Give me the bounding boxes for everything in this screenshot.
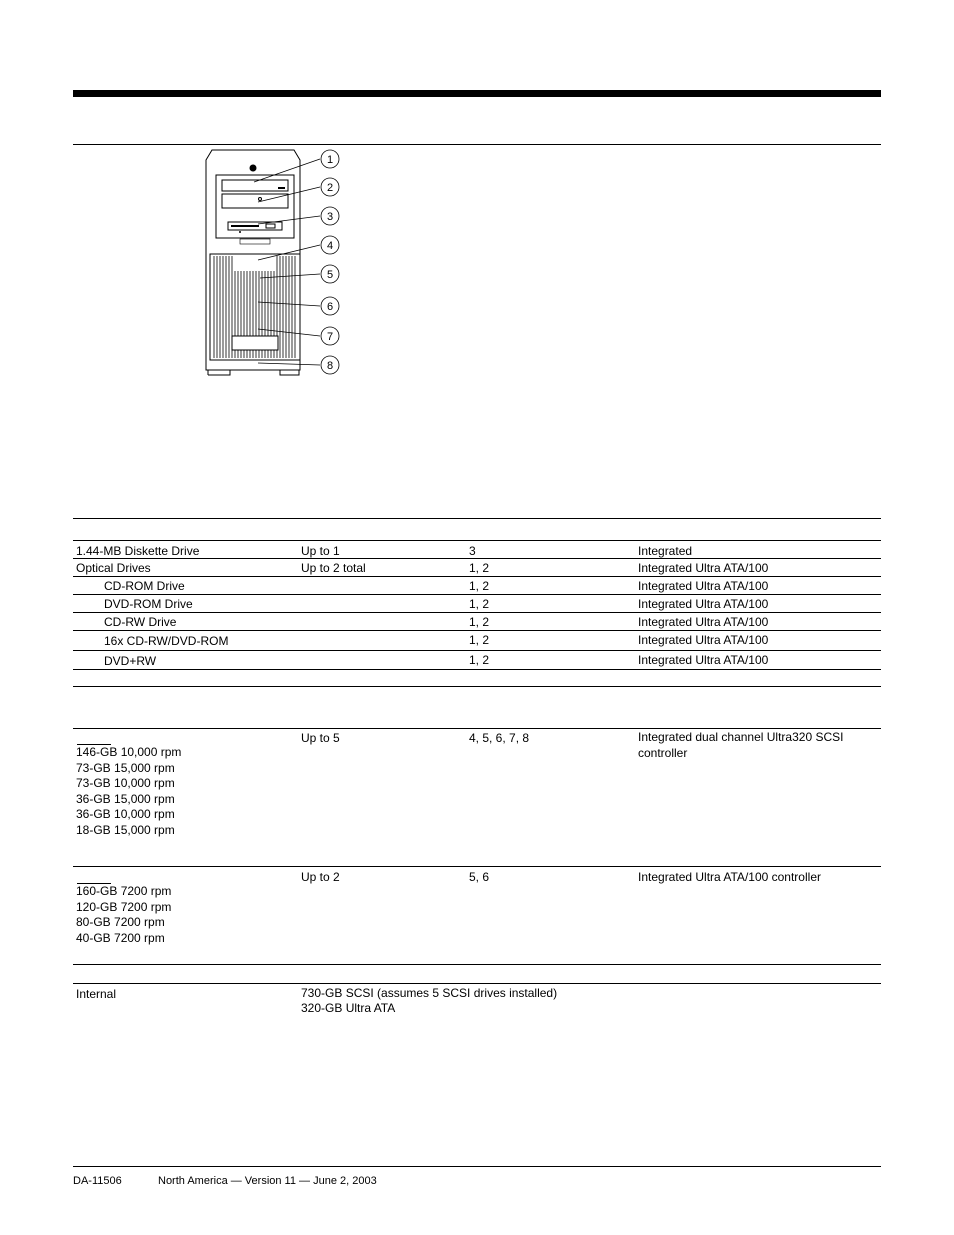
- row-divider: [73, 612, 881, 613]
- row-divider: [73, 558, 881, 559]
- storage-label: Internal: [76, 987, 117, 1001]
- scsi-controller-line: controller: [638, 745, 688, 760]
- table-cell-controller: Integrated Ultra ATA/100: [638, 597, 769, 611]
- list-item: 73-GB 10,000 rpm: [76, 776, 175, 791]
- workstation-front-view-illustration: [200, 146, 350, 378]
- callout-5: 5: [326, 269, 334, 281]
- list-item: 80-GB 7200 rpm: [76, 915, 165, 930]
- table-top-rule: [73, 518, 881, 519]
- table-cell-controller: Integrated Ultra ATA/100: [638, 579, 769, 593]
- ata-quantity: Up to 2: [301, 870, 340, 884]
- row-divider: [73, 576, 881, 577]
- list-item: 18-GB 15,000 rpm: [76, 822, 175, 837]
- table-cell-device: Optical Drives: [76, 561, 151, 575]
- list-item: 73-GB 15,000 rpm: [76, 760, 175, 775]
- footer-version: North America — Version 11 — June 2, 2003: [158, 1175, 377, 1187]
- table-cell-bays: 1, 2: [469, 597, 490, 611]
- callout-2: 2: [326, 182, 334, 194]
- table-cell-device: 1.44-MB Diskette Drive: [76, 544, 200, 558]
- table-cell-controller: Integrated: [638, 544, 693, 558]
- list-item: 146-GB 10,000 rpm: [76, 745, 182, 759]
- table-cell-quantity: Up to 1: [301, 544, 340, 558]
- table-cell-device: DVD-ROM Drive: [104, 597, 193, 611]
- table-cell-controller: Integrated Ultra ATA/100: [638, 615, 769, 629]
- scsi-quantity: Up to 5: [301, 731, 340, 745]
- callout-1: 1: [326, 154, 334, 166]
- table-top-rule: [73, 964, 881, 965]
- callout-7: 7: [326, 331, 334, 343]
- row-divider: [73, 866, 881, 867]
- table-cell-bays: 1, 2: [469, 579, 490, 593]
- callout-8: 8: [326, 360, 334, 372]
- table-top-rule: [73, 686, 881, 687]
- table-cell-bays: 1, 2: [469, 633, 490, 647]
- row-divider: [73, 594, 881, 595]
- ata-controller: Integrated Ultra ATA/100 controller: [638, 870, 821, 884]
- table-cell-bays: 1, 2: [469, 561, 490, 575]
- table-cell-bays: 1, 2: [469, 653, 490, 667]
- table-header-rule: [73, 728, 881, 729]
- row-divider: [73, 650, 881, 651]
- list-item: 40-GB 7200 rpm: [76, 930, 165, 945]
- callout-3: 3: [326, 211, 334, 223]
- callout-6: 6: [326, 301, 334, 313]
- table-cell-controller: Integrated Ultra ATA/100: [638, 633, 769, 647]
- callout-4: 4: [326, 240, 334, 252]
- scsi-controller: [638, 730, 843, 761]
- footer-doc-id: DA-11506: [73, 1175, 122, 1187]
- table-cell-controller: Integrated Ultra ATA/100: [638, 653, 769, 667]
- list-item: 120-GB 7200 rpm: [76, 899, 172, 914]
- row-divider: [73, 630, 881, 631]
- table-cell-device: CD-ROM Drive: [104, 579, 185, 593]
- storage-ata: 320-GB Ultra ATA: [301, 1001, 396, 1015]
- table-cell-bays: 1, 2: [469, 615, 490, 629]
- list-item: 36-GB 15,000 rpm: [76, 791, 175, 806]
- table-cell-device: 16x CD-RW/DVD-ROM: [104, 634, 229, 648]
- table-cell-device: DVD+RW: [104, 654, 157, 668]
- footer-rule: [73, 1166, 881, 1167]
- list-item: 160-GB 7200 rpm: [76, 884, 172, 898]
- table-cell-quantity: Up to 2 total: [301, 561, 366, 575]
- row-divider: [73, 669, 881, 670]
- scsi-capacity-list: [76, 745, 181, 839]
- list-item: 36-GB 10,000 rpm: [76, 807, 175, 822]
- scsi-controller-line: Integrated dual channel Ultra320 SCSI: [638, 730, 844, 744]
- section-rule: [73, 144, 881, 145]
- table-header-rule: [73, 983, 881, 984]
- table-cell-device: CD-RW Drive: [104, 615, 177, 629]
- ata-capacity-list: [76, 884, 171, 946]
- table-cell-bays: 3: [469, 544, 476, 558]
- ata-bays: 5, 6: [469, 870, 490, 884]
- storage-scsi: 730-GB SCSI (assumes 5 SCSI drives installed): [301, 986, 558, 1000]
- scsi-bays: 4, 5, 6, 7, 8: [469, 731, 530, 745]
- page-header-bar: [73, 90, 881, 97]
- table-cell-controller: Integrated Ultra ATA/100: [638, 561, 769, 575]
- table-header-rule: [73, 540, 881, 541]
